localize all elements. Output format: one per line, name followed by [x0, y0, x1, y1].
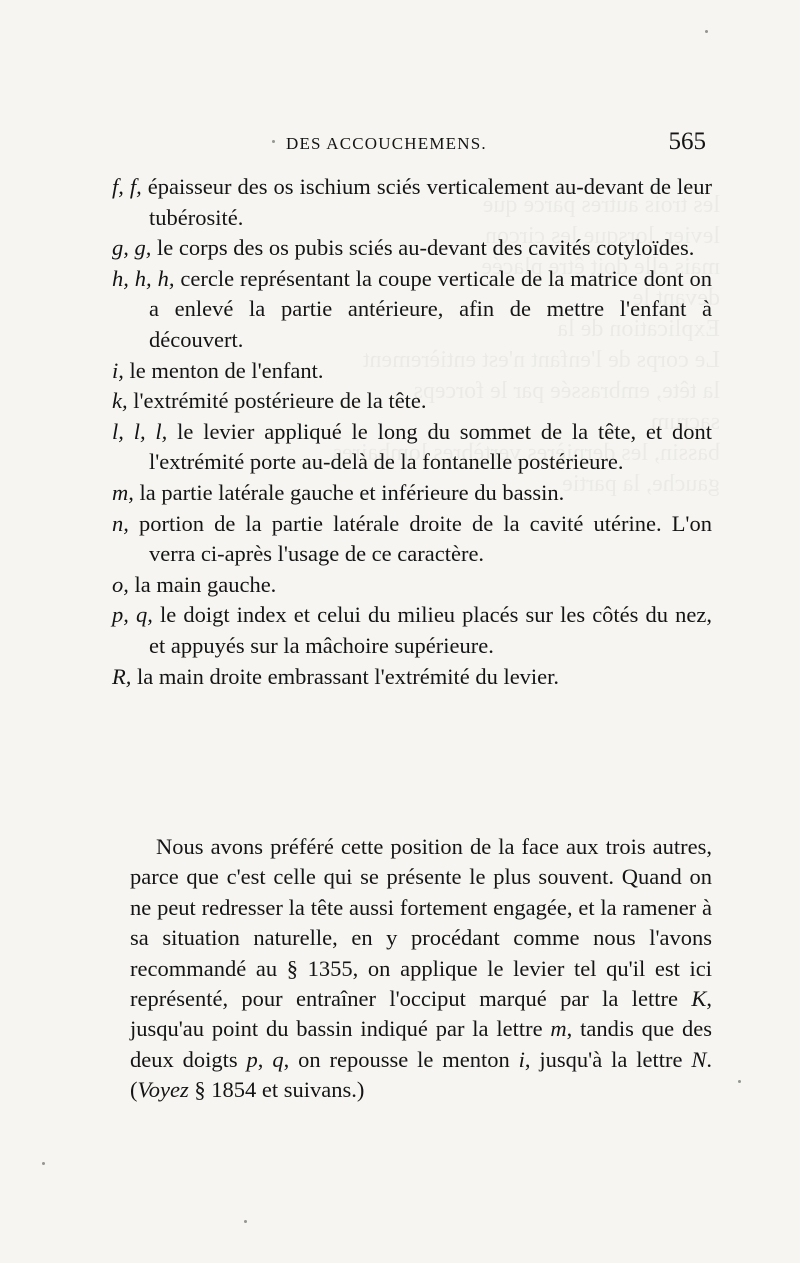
text-run: Nous avons préféré cette position de la face aux trois autres, parce que c'est celle qui se présente le plus souvent. Quand on ne peut redresser la tête aussi fortement engagée, et la ramener à sa situation naturelle, en y procédant comme nous l'avons recommandé au § 1355, on applique le levier tel qu'il est ici représenté, pour entraîner l'occiput marqué par la lettre [130, 834, 712, 1012]
legend-entry [112, 600, 712, 661]
legend-entry [112, 356, 712, 387]
legend-entry [112, 509, 712, 570]
ink-speck [738, 1080, 741, 1083]
italic-letter: i [518, 1046, 525, 1072]
running-head: DES ACCOUCHEMENS. [286, 134, 487, 153]
legend-text: cercle représentant la coupe verticale de la matrice dont on a enlevé la partie antérieure, afin de mettre l'enfant à découvert. [149, 265, 713, 352]
italic-letter: q [272, 1046, 284, 1072]
italic-letter: K [691, 986, 707, 1012]
legend-entry [112, 233, 712, 264]
legend-entry [112, 172, 712, 233]
legend-entry [112, 264, 712, 356]
ink-speck [705, 30, 708, 33]
italic-word: Voyez [137, 1077, 189, 1103]
legend-text: l'extrémité postérieure de la tête. [127, 388, 427, 414]
paragraph-text [130, 832, 712, 1106]
text-run: . ( [130, 1046, 713, 1103]
legend-entry [112, 662, 712, 693]
legend-text: épaisseur des os ischium sciés verticalement au-devant de leur tubérosité. [141, 174, 712, 230]
legend-text: le doigt index et celui du milieu placés sur les côtés du nez, et appuyés sur la mâchoire supérieure. [149, 602, 712, 658]
legend-letter: h, h, h, [112, 265, 175, 291]
legend-letter: i, [112, 357, 124, 383]
legend-letter: n, [112, 510, 129, 536]
legend-text: la main gauche. [128, 571, 277, 597]
legend-letter: p, q, [112, 602, 153, 628]
ink-speck [42, 1162, 45, 1165]
body-paragraph [130, 832, 712, 1106]
text-run: , on repousse le menton [283, 1046, 519, 1072]
legend-entry [112, 570, 712, 601]
legend-letter: m, [112, 479, 134, 505]
italic-letter: p [246, 1046, 258, 1072]
legend-text: portion de la partie latérale droite de la cavité utérine. L'on verra ci-après l'usage de ce caractère. [128, 510, 712, 567]
legend-letter: f, f, [112, 174, 142, 199]
italic-letter: m [550, 1016, 567, 1042]
page-header [110, 128, 706, 164]
text-run: , tandis que des deux doigts [130, 1016, 712, 1072]
legend-letter: k, [112, 388, 128, 414]
page-number: 565 [668, 128, 706, 155]
legend-entry [112, 386, 712, 417]
legend-letter: o, [112, 571, 129, 597]
ink-speck [244, 1220, 247, 1223]
text-run: , [257, 1046, 273, 1072]
legend-text: le menton de l'enfant. [123, 357, 324, 383]
legend-letter: g, g, [112, 235, 152, 261]
legend-text: le corps des os pubis sciés au-devant des cavités cotyloïdes. [151, 235, 695, 261]
legend-letter: R, [112, 663, 132, 689]
legend-text: la partie latérale gauche et inférieure du bassin. [133, 479, 565, 505]
legend-text: la main droite embrassant l'extrémité du levier. [131, 663, 560, 689]
text-run: , jusqu'au point du bassin indiqué par la lettre [130, 986, 712, 1042]
legend-letter: l, l, l, [112, 418, 168, 444]
text-run: , jusqu'à la lettre [524, 1046, 692, 1072]
legend-entry [112, 478, 712, 509]
ink-speck [272, 140, 275, 143]
figure-legend [112, 172, 712, 692]
italic-letter: N [691, 1046, 707, 1072]
text-run: § 1854 et suivans.) [188, 1077, 365, 1103]
legend-text: le levier appliqué le long du sommet de la tête, et dont l'extrémité porte au-delà de la fontanelle postérieure. [149, 418, 712, 475]
legend-entry [112, 417, 712, 478]
